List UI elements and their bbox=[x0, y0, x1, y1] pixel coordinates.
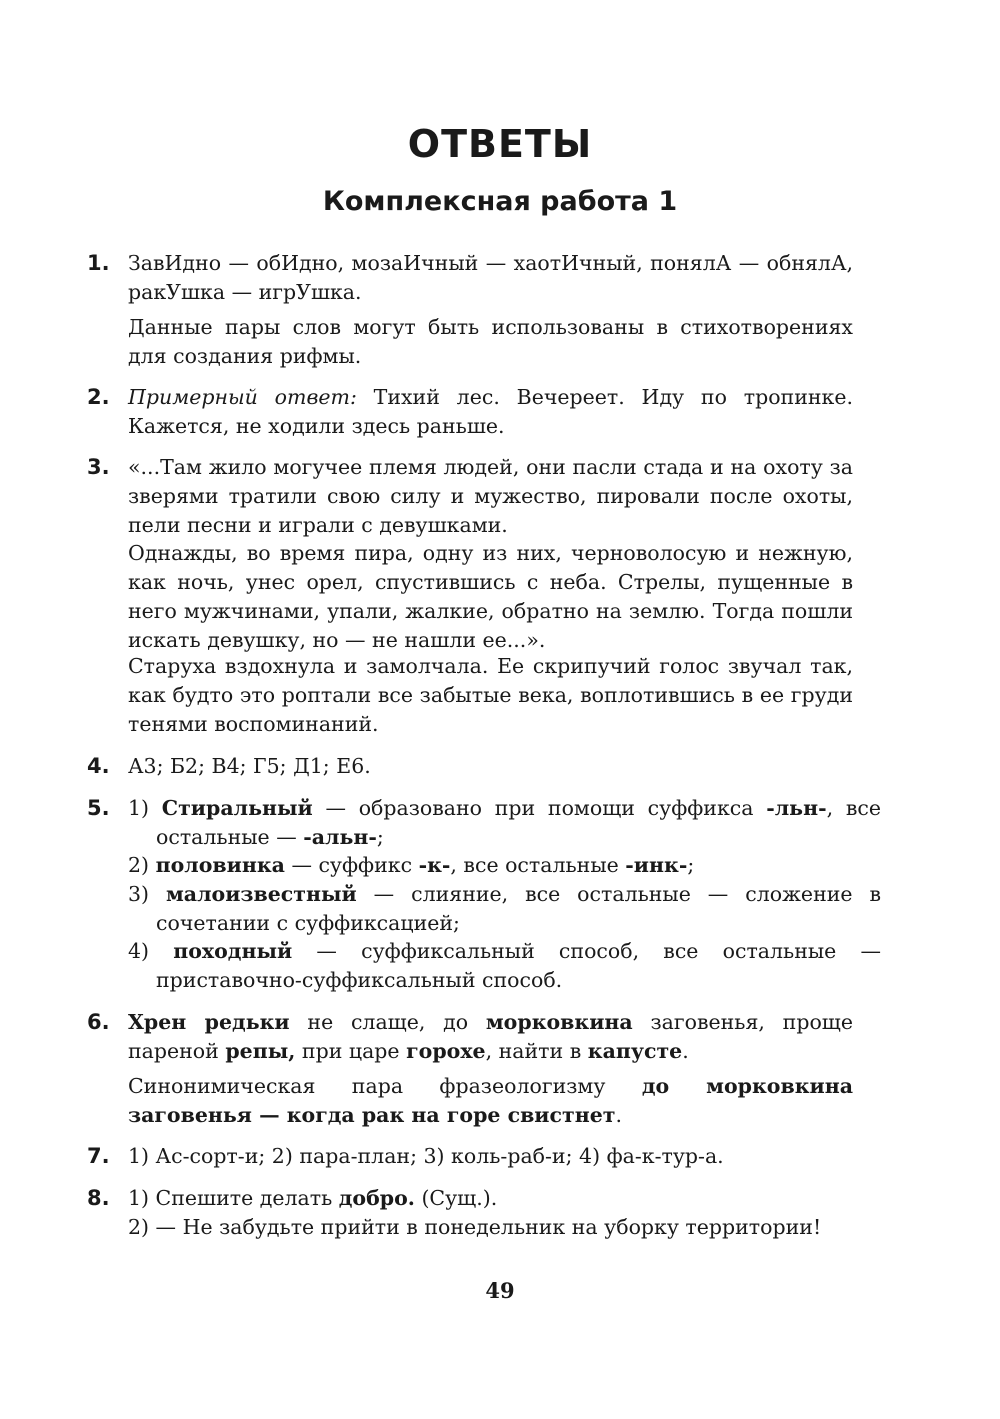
answer-number-1: 1. bbox=[87, 251, 110, 275]
bold-word: репы, bbox=[225, 1039, 296, 1063]
keyword: походный bbox=[173, 939, 293, 963]
item-text: ; bbox=[376, 825, 384, 849]
answer-2-lead: Примерный ответ: bbox=[128, 385, 357, 409]
keyword: Стиральный bbox=[161, 796, 313, 820]
answer-4-text: А3; Б2; В4; Г5; Д1; Е6. bbox=[128, 754, 371, 778]
text: (Сущ.). bbox=[414, 1186, 498, 1210]
bold-word: морковкина bbox=[485, 1010, 633, 1034]
answer-3-paragraph-3: Старуха вздохнула и замолчала. Ее скрипучий голос звучал так, как будто это роптали все забытые века, воплотившись в ее груди тенями воспоминаний. bbox=[128, 654, 853, 736]
answer-2-body: Тихий лес. Вечереет. Иду по тропинке. Кажется, не ходили здесь раньше. bbox=[128, 385, 853, 438]
bold-word: горохе bbox=[406, 1039, 486, 1063]
bold-word: капусте bbox=[587, 1039, 683, 1063]
answer-8-line-2: 2) — Не забудьте прийти в понедельник на уборку территории! bbox=[128, 1215, 822, 1239]
answer-1-note: Данные пары слов могут быть использованы в стихотворениях для создания рифмы. bbox=[128, 315, 853, 368]
keyword: малоизвестный bbox=[165, 882, 357, 906]
item-number: 2) bbox=[128, 853, 156, 877]
answer-2-text bbox=[128, 383, 853, 441]
answer-3-paragraph-1: «...Там жило могучее племя людей, они пасли стада и на охоту за зверями тратили свою силу и мужество, пировали после охоты, пели песни и играли с девушками. bbox=[128, 455, 853, 537]
answer-number-4: 4. bbox=[87, 754, 110, 778]
page-number: 49 bbox=[485, 1278, 515, 1303]
answer-5-item-2 bbox=[128, 851, 881, 880]
item-number: 3) bbox=[128, 882, 166, 906]
bold-word: добро. bbox=[338, 1186, 415, 1210]
text: Синонимическая пара фразеологизму bbox=[128, 1074, 642, 1098]
suffix: -инк- bbox=[625, 853, 688, 877]
answer-7-text: 1) Ас-сорт-и; 2) пара-план; 3) коль-раб-и; 4) фа-к-тур-а. bbox=[128, 1144, 724, 1168]
answer-number-7: 7. bbox=[87, 1144, 110, 1168]
answer-number-6: 6. bbox=[87, 1010, 110, 1034]
page-title: ОТВЕТЫ bbox=[407, 122, 593, 166]
answer-5-item-3 bbox=[128, 880, 881, 938]
suffix: -к- bbox=[418, 853, 451, 877]
item-text: ; bbox=[687, 853, 695, 877]
bold-phrase: до морковкина заговенья — когда рак на горе свистнет bbox=[128, 1074, 853, 1127]
text: не слаще, до bbox=[289, 1010, 486, 1034]
item-text: — суффиксальный способ, все остальные — приставочно-суффиксальный способ. bbox=[156, 939, 881, 992]
item-text: — образовано при помощи суффикса bbox=[312, 796, 767, 820]
text: 1) Спешите делать bbox=[128, 1186, 339, 1210]
text: при царе bbox=[295, 1039, 407, 1063]
answer-number-2: 2. bbox=[87, 385, 110, 409]
item-text: , все остальные — bbox=[156, 796, 882, 849]
answer-number-8: 8. bbox=[87, 1186, 110, 1210]
suffix: -альн- bbox=[303, 825, 377, 849]
keyword: половинка bbox=[155, 853, 285, 877]
item-text: , все остальные bbox=[450, 853, 626, 877]
text: заговенья, проще пареной bbox=[128, 1010, 853, 1063]
answer-5-item-1 bbox=[128, 794, 881, 852]
answer-1-text: ЗавИдно — обИдно, мозаИчный — хаотИчный, понялА — обнялА, ракУшка — игрУшка. bbox=[128, 251, 853, 304]
item-text: — суффикс bbox=[284, 853, 419, 877]
answer-5-item-4 bbox=[128, 937, 881, 995]
answer-number-3: 3. bbox=[87, 455, 110, 479]
answer-3-paragraph-2: Однажды, во время пира, одну из них, черноволосую и нежную, как ночь, унес орел, спустившись с неба. Стрелы, пущенные в него мужчинами, упали, жалкие, обратно на землю. Тогда пошли искать девушку, но — не нашли ее...». bbox=[128, 541, 853, 652]
answer-number-5: 5. bbox=[87, 796, 110, 820]
text: , найти в bbox=[485, 1039, 588, 1063]
answer-6-text bbox=[128, 1008, 853, 1066]
text: . bbox=[615, 1103, 622, 1127]
answer-6-synonym bbox=[128, 1072, 853, 1130]
section-title: Комплексная работа 1 bbox=[322, 186, 678, 217]
item-number: 4) bbox=[128, 939, 174, 963]
text: . bbox=[682, 1039, 689, 1063]
bold-word: Хрен редьки bbox=[128, 1010, 290, 1034]
suffix: -льн- bbox=[766, 796, 827, 820]
answer-8-line-1 bbox=[128, 1184, 853, 1213]
item-text: — слияние, все остальные — сложение в сочетании с суффиксацией; bbox=[156, 882, 881, 935]
item-number: 1) bbox=[128, 796, 162, 820]
